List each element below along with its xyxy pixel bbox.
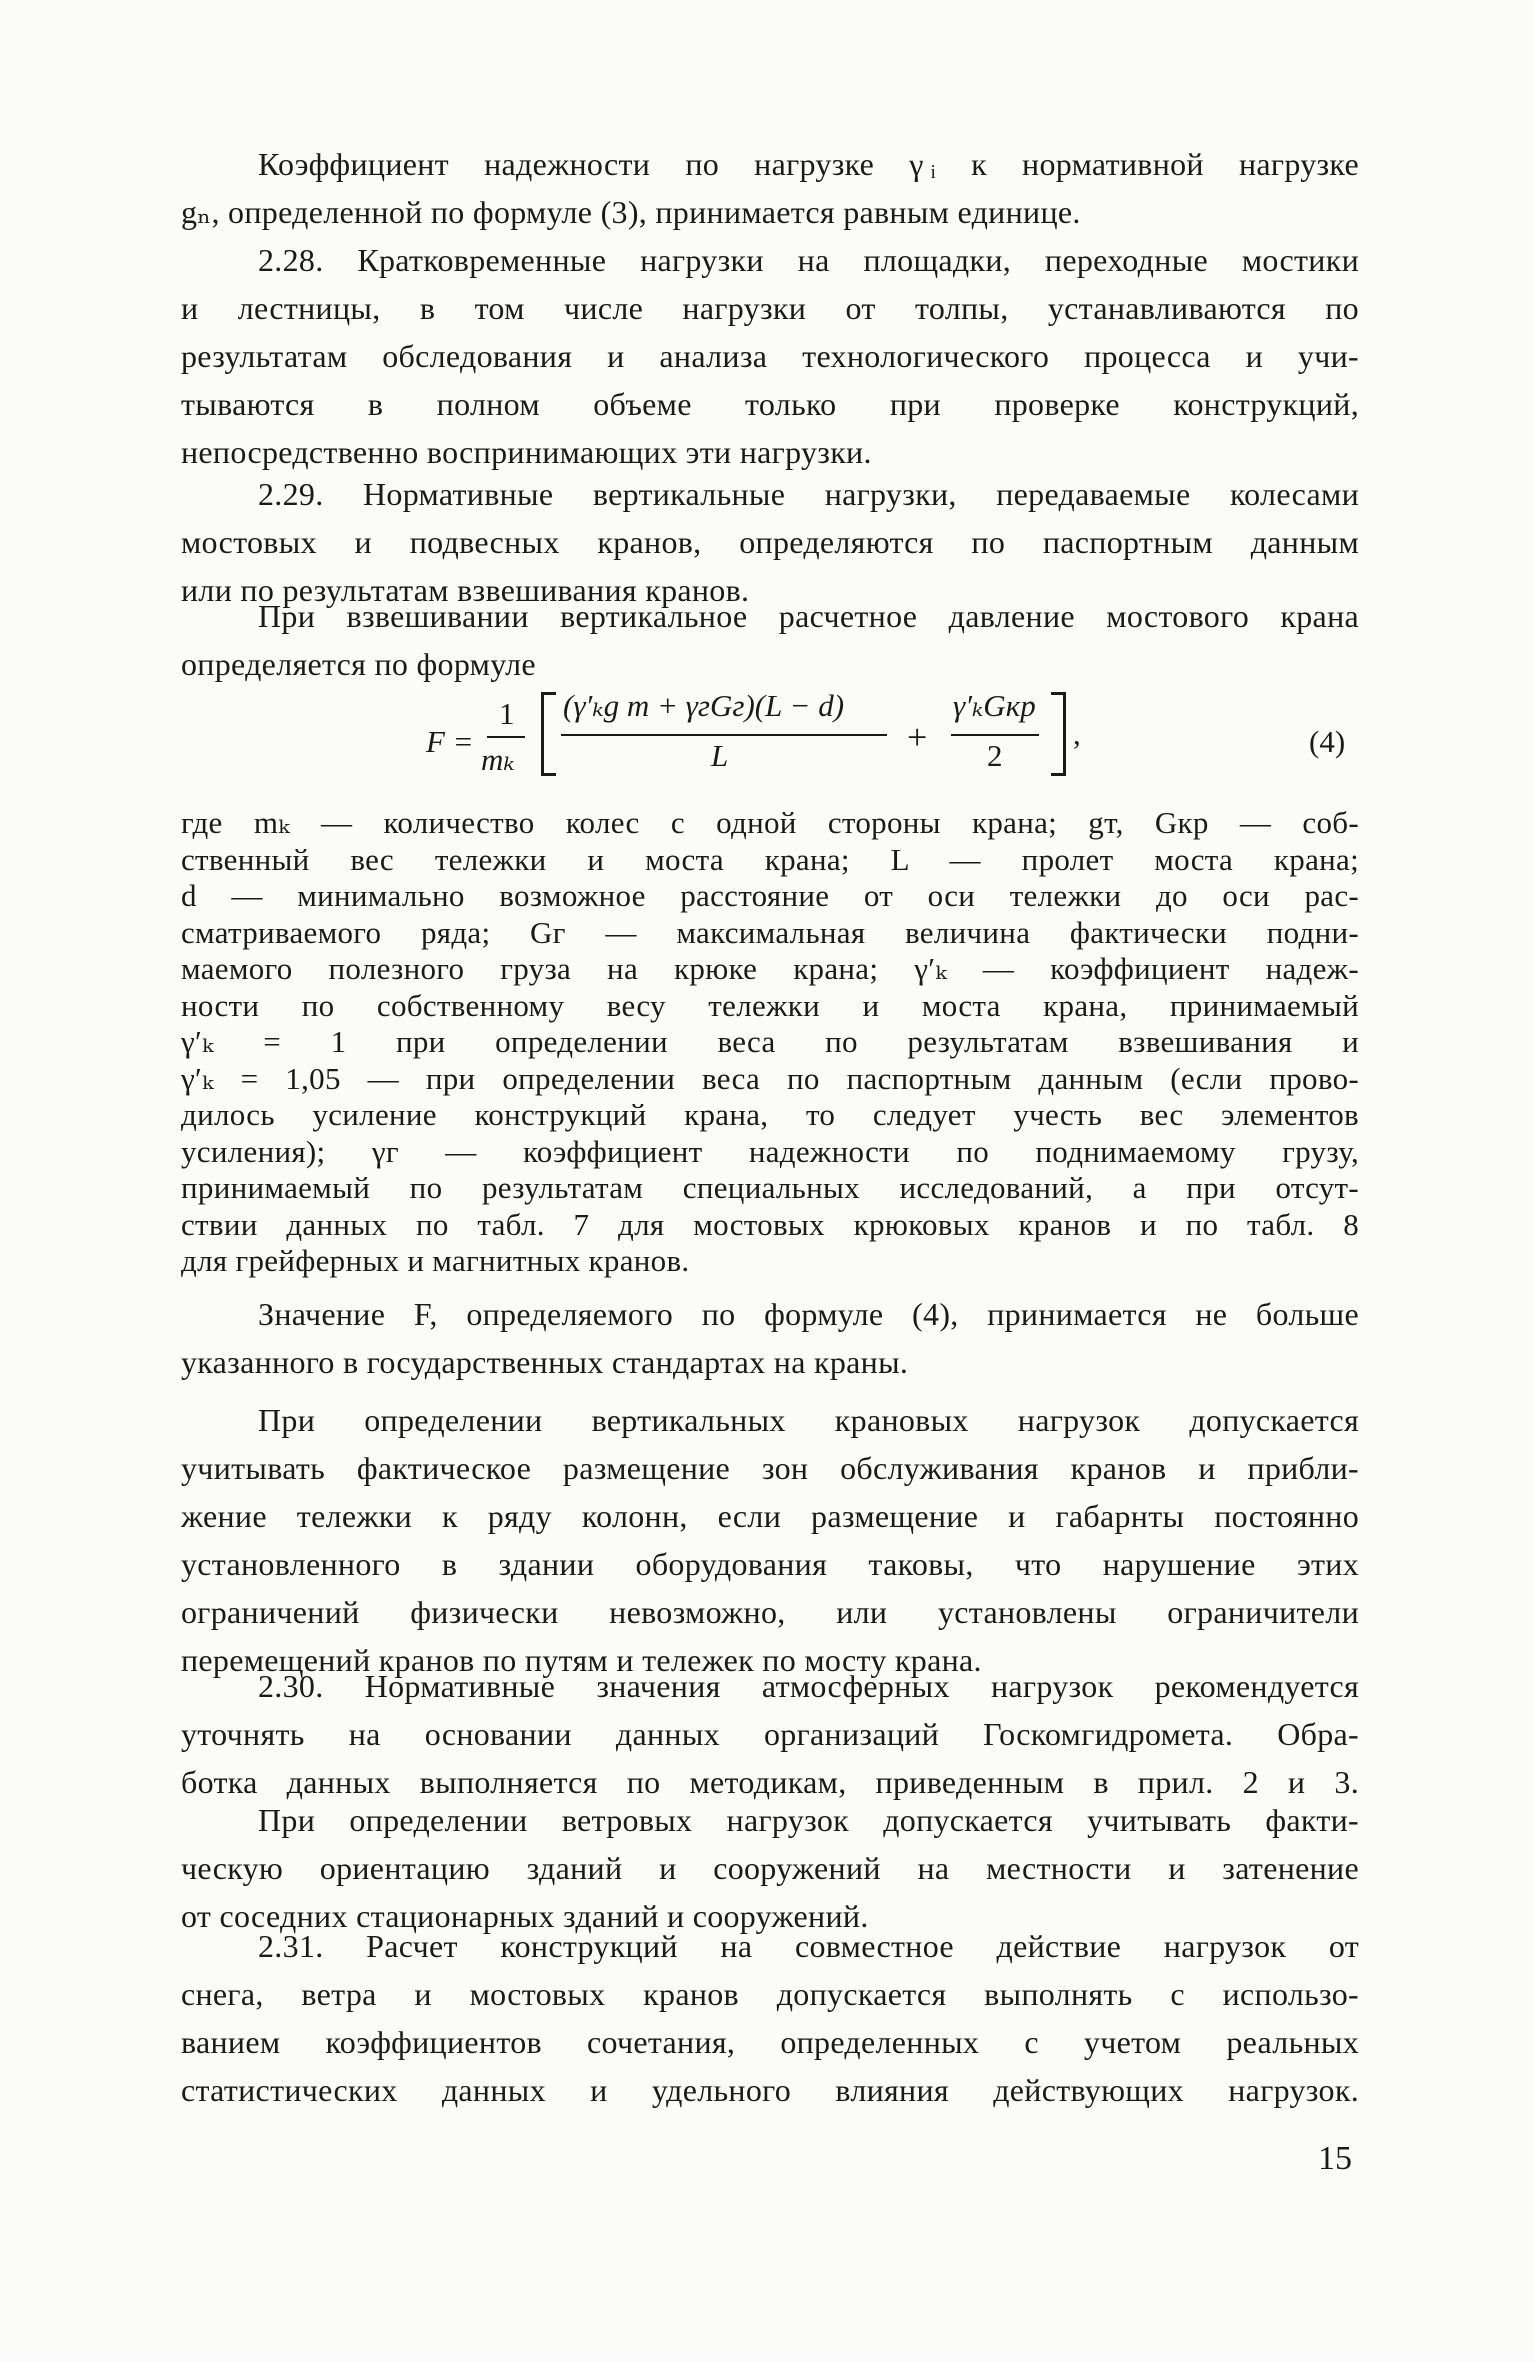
text-line: γ′ₖ = 1 при определении веса по результатам взвешивания и <box>181 1024 1359 1059</box>
text-line: определяется по формуле <box>181 646 536 682</box>
formula-frac2-num: (γ′ₖg т + γгGг)(L − d) <box>563 688 845 723</box>
text-line: При взвешивании вертикальное расчетное давление мостового крана <box>258 598 1359 634</box>
text-line: ствии данных по табл. 7 для мостовых крюковых кранов и по табл. 8 <box>181 1206 1359 1242</box>
text-line: для грейферных и магнитных кранов. <box>181 1243 690 1278</box>
fraction-bar <box>561 734 887 736</box>
text-line: При определении вертикальных крановых нагрузок допускается <box>258 1402 1359 1438</box>
text-line: d — минимально возможное расстояние от оси тележки до оси рас- <box>181 878 1359 913</box>
fraction-bar <box>487 736 525 738</box>
formula-plus: + <box>907 717 928 757</box>
text-line: ческую ориентацию зданий и сооружений на местности и затенение <box>181 1850 1359 1886</box>
text-line: 2.31. Расчет конструкций на совместное действие нагрузок от <box>258 1928 1359 1964</box>
text-line: ограничений физически невозможно, или установлены ограничители <box>181 1594 1359 1630</box>
formula-lhs: F = <box>426 724 474 759</box>
formula-frac3-den: 2 <box>987 738 1003 773</box>
text-line: от соседних стационарных зданий и сооружений. <box>181 1898 869 1934</box>
text-line: маемого полезного груза на крюке крана; γ′ₖ — коэффициент надеж- <box>181 951 1359 986</box>
where-definitions <box>181 805 1359 1280</box>
paragraph-weighing <box>181 592 1359 688</box>
text-line: 2.28. Кратковременные нагрузки на площадки, переходные мостики <box>258 242 1359 278</box>
text-line: γ′ₖ = 1,05 — при определении веса по паспортным данным (если прово- <box>181 1060 1359 1096</box>
text-line: уточнять на основании данных организаций Госкомгидромета. Обра- <box>181 1716 1359 1752</box>
formula-frac1-den: mₖ <box>481 742 515 777</box>
text-line: усиления); γг — коэффициент надежности по поднимаемому грузу, <box>181 1133 1359 1169</box>
text-line: тываются в полном объеме только при проверке конструкций, <box>181 386 1359 422</box>
paragraph-vertical-loads <box>181 1396 1359 1684</box>
text-line: учитывать фактическое размещение зон обслуживания кранов и прибли- <box>181 1450 1359 1486</box>
paragraph-wind <box>181 1796 1359 1940</box>
formula-frac3-num: γ′ₖGкр <box>953 688 1036 723</box>
text-line: При определении ветровых нагрузок допускается учитывать факти- <box>258 1802 1359 1838</box>
text-line: ботка данных выполняется по методикам, приведенным в прил. 2 и 3. <box>181 1764 1359 1800</box>
formula-4 <box>181 686 1359 801</box>
text-line: жение тележки к ряду колонн, если размещение и габарнты постоянно <box>181 1498 1359 1534</box>
text-line: ственный вес тележки и моста крана; L — пролет моста крана; <box>181 841 1359 877</box>
text-line: статистических данных и удельного влияния действующих нагрузок. <box>181 2072 1359 2108</box>
text-line: снега, ветра и мостовых кранов допускается выполнять с использо- <box>181 1976 1359 2012</box>
text-line: gₙ, определенной по формуле (3), принимается равным единице. <box>181 194 1081 230</box>
text-line: ванием коэффициентов сочетания, определенных с учетом реальных <box>181 2024 1359 2060</box>
text-line: указанного в государственных стандартах на краны. <box>181 1344 909 1380</box>
paragraph-load-factor <box>181 140 1359 236</box>
paragraph-2-28 <box>181 236 1359 476</box>
formula-frac2-den: L <box>711 738 729 773</box>
text-line: дилось усиление конструкций крана, то следует учесть вес элементов <box>181 1097 1359 1132</box>
text-line: перемещений кранов по путям и тележек по мосту крана. <box>181 1642 982 1678</box>
text-line: непосредственно воспринимающих эти нагрузки. <box>181 434 872 470</box>
formula-comma: , <box>1073 716 1081 751</box>
formula-number: (4) <box>1309 724 1346 759</box>
text-line: ности по собственному весу тележки и моста крана, принимаемый <box>181 987 1359 1023</box>
text-line: мостовых и подвесных кранов, определяются по паспортным данным <box>181 524 1359 560</box>
text-line: или по результатам взвешивания кранов. <box>181 572 750 608</box>
text-line: Коэффициент надежности по нагрузке γ ᵢ к нормативной нагрузке <box>258 146 1359 182</box>
formula-frac1-num: 1 <box>499 696 515 731</box>
text-line: результатам обследования и анализа технологического процесса и учи- <box>181 338 1359 374</box>
page-number: 15 <box>1318 2140 1352 2177</box>
left-bracket <box>541 692 556 776</box>
text-line: установленного в здании оборудования таковы, что нарушение этих <box>181 1546 1359 1582</box>
text-line: где mₖ — количество колес с одной стороны крана; gт, Gкр — соб- <box>181 805 1359 840</box>
text-line: сматриваемого ряда; Gг — максимальная величина фактически подни- <box>181 914 1359 950</box>
fraction-bar <box>951 734 1039 736</box>
text-line: 2.30. Нормативные значения атмосферных нагрузок рекомендуется <box>258 1668 1359 1704</box>
paragraph-value-f <box>181 1290 1359 1386</box>
paragraph-2-31 <box>181 1922 1359 2114</box>
text-line: Значение F, определяемого по формуле (4), принимается не больше <box>258 1296 1359 1332</box>
text-line: 2.29. Нормативные вертикальные нагрузки, передаваемые колесами <box>258 476 1359 512</box>
text-line: принимаемый по результатам специальных исследований, а при отсут- <box>181 1170 1359 1205</box>
paragraph-2-30 <box>181 1662 1359 1806</box>
right-bracket <box>1051 692 1066 776</box>
text-line: и лестницы, в том числе нагрузки от толпы, устанавливаются по <box>181 290 1359 326</box>
